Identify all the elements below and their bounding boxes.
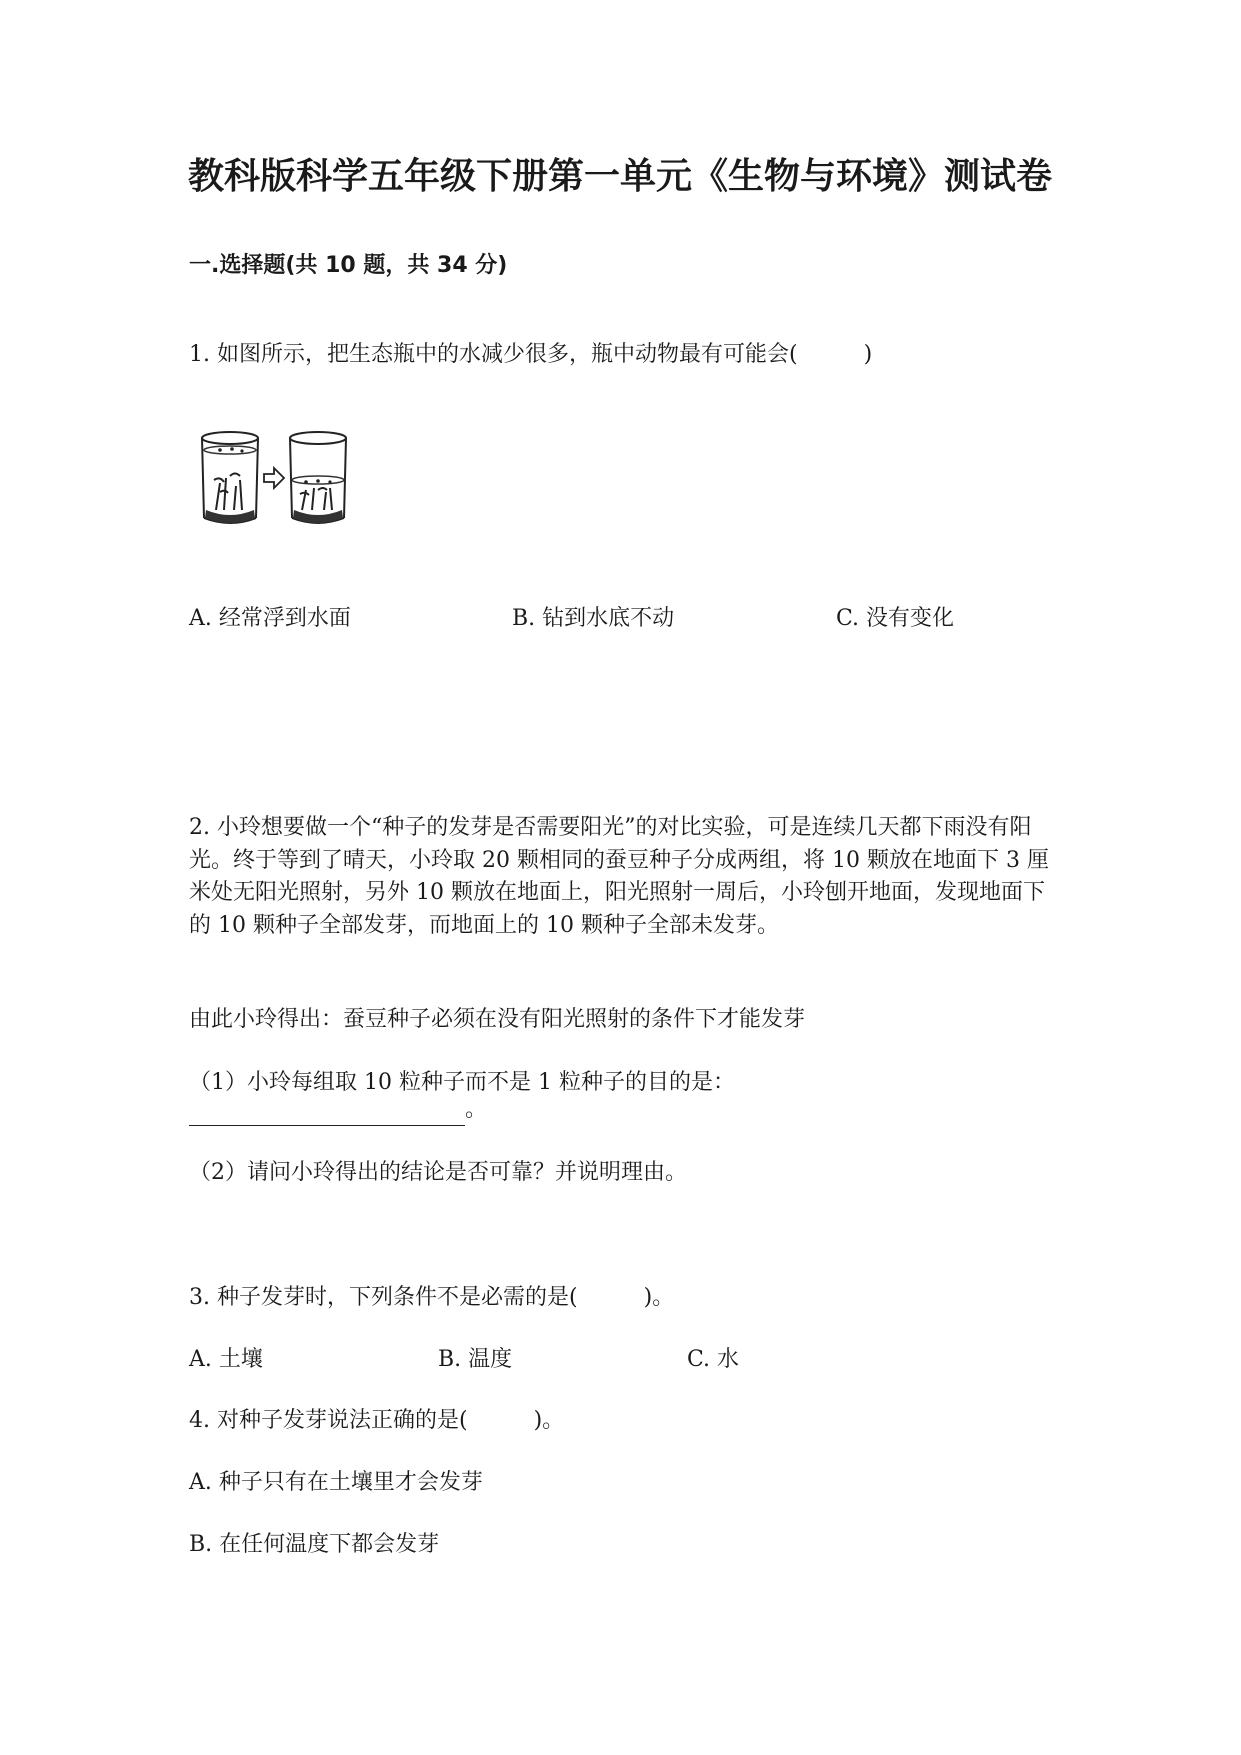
page-title: 教科版科学五年级下册第一单元《生物与环境》测试卷 <box>187 156 1052 197</box>
question-4-option-b: B. 在任何温度下都会发芽 <box>189 1532 440 1557</box>
question-3-option-c: C. 水 <box>687 1347 740 1372</box>
question-3-option-b: B. 温度 <box>438 1347 513 1372</box>
question-2-conclusion: 由此小玲得出：蚕豆种子必须在没有阳光照射的条件下才能发芽 <box>189 1007 806 1032</box>
low-water-jar-icon <box>290 432 346 523</box>
question-3-option-a: A. 土壤 <box>189 1347 263 1372</box>
ecological-bottle-figure <box>200 428 360 534</box>
full-water-jar-icon <box>202 432 258 523</box>
blank-end-mark: 。 <box>465 1097 488 1122</box>
right-arrow-icon <box>264 468 284 488</box>
question-4-stem: 4. 对种子发芽说法正确的是( )。 <box>189 1408 565 1433</box>
section-heading: 一.选择题(共 10 题，共 34 分) <box>189 253 508 278</box>
question-3-stem: 3. 种子发芽时，下列条件不是必需的是( )。 <box>189 1285 675 1310</box>
question-2-sub2: （2）请问小玲得出的结论是否可靠？并说明理由。 <box>189 1160 687 1185</box>
question-4-option-a: A. 种子只有在土壤里才会发芽 <box>189 1470 483 1495</box>
question-1-option-a: A. 经常浮到水面 <box>189 606 351 631</box>
question-2-sub1: （1）小玲每组取 10 粒种子而不是 1 粒种子的目的是： <box>189 1070 735 1095</box>
question-2-stem: 2. 小玲想要做一个“种子的发芽是否需要阳光”的对比实验，可是连续几天都下雨没有阳光。终于等到了晴天，小玲取 20 颗相同的蚕豆种子分成两组，将 10 颗放在地面下 3 厘米处无阳光照射，另外 10 颗放在地面上，阳光照射一周后，小玲刨开地面，发现地面下的 10 颗种子全部发芽，而地面上的 10 颗种子全部未发芽。 <box>189 815 1049 938</box>
question-1-option-c: C. 没有变化 <box>836 606 955 631</box>
blank-underline <box>189 1101 465 1126</box>
question-1-stem: 1. 如图所示，把生态瓶中的水减少很多，瓶中动物最有可能会( ) <box>189 342 873 367</box>
answer-blank-line[interactable] <box>189 1094 487 1126</box>
question-1-option-b: B. 钻到水底不动 <box>512 606 675 631</box>
